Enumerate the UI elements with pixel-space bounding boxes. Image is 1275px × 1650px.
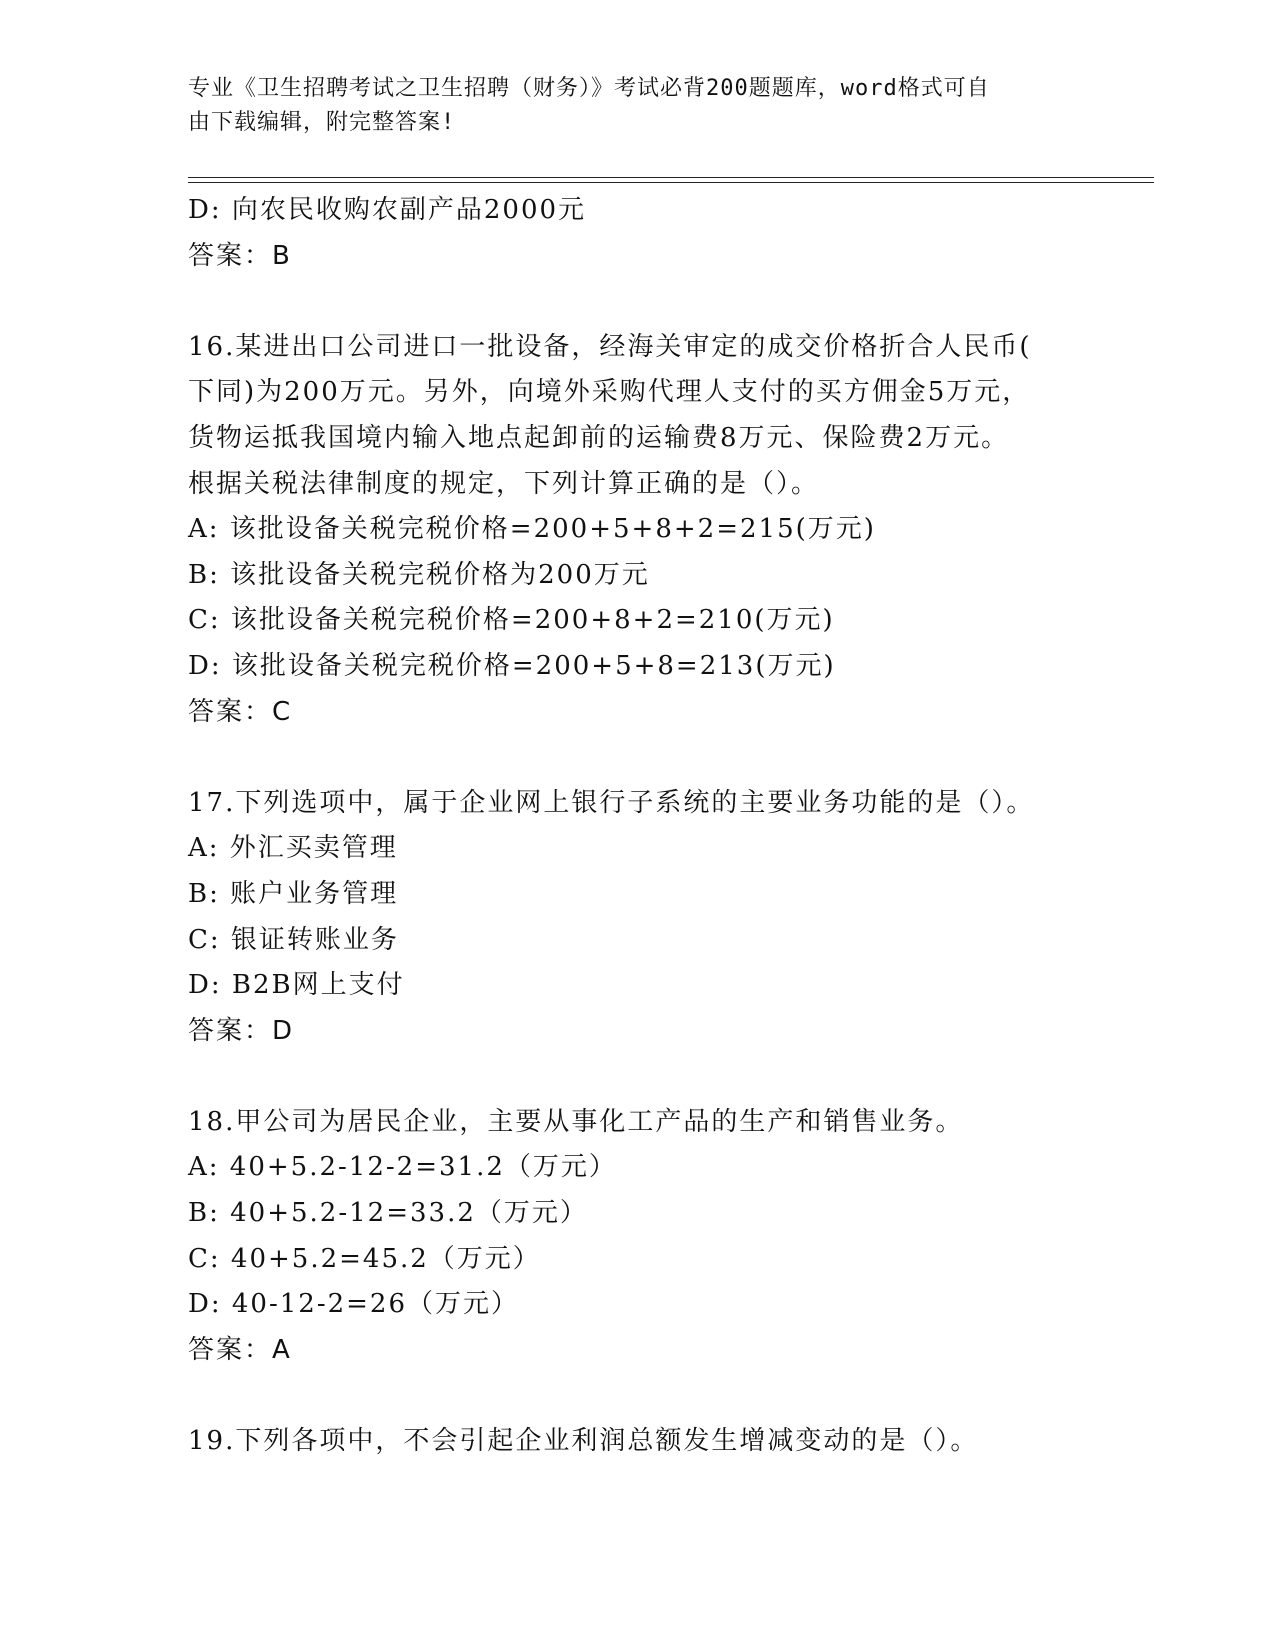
question-content	[188, 188, 1148, 1465]
question-stem-line: 下同)为200万元。另外，向境外采购代理人支付的买方佣金5万元，	[188, 377, 1031, 408]
header-line-1: 专业《卫生招聘考试之卫生招聘（财务）》考试必背200题题库，word格式可自	[188, 76, 990, 101]
question-19	[188, 1419, 1148, 1465]
option-c: C: 40+5.2=45.2（万元）	[188, 1243, 541, 1274]
question-stem-line: 17.下列选项中，属于企业网上银行子系统的主要业务功能的是（）。	[188, 787, 1035, 818]
option-c: C: 银证转账业务	[188, 924, 399, 955]
header-divider-bottom	[188, 182, 1154, 183]
option-d: D: 该批设备关税完税价格=200+5+8=213(万元)	[188, 650, 836, 681]
option-b: B: 40+5.2-12=33.2（万元）	[188, 1198, 588, 1229]
answer-line: 答案：C	[188, 696, 293, 727]
option-d: D: B2B网上支付	[188, 970, 405, 1001]
answer-line: 答案：A	[188, 1334, 292, 1365]
answer-line: 答案：D	[188, 1015, 295, 1046]
option-d: D: 40-12-2=26（万元）	[188, 1289, 520, 1320]
document-header	[188, 72, 1088, 140]
header-line-2: 由下载编辑，附完整答案!	[188, 110, 456, 135]
option-b: B: 该批设备关税完税价格为200万元	[188, 559, 650, 590]
option-a: A: 40+5.2-12-2=31.2（万元）	[188, 1152, 617, 1183]
question-stem-line: 货物运抵我国境内输入地点起卸前的运输费8万元、保险费2万元。	[188, 422, 1010, 453]
question-17	[188, 781, 1148, 1055]
question-stem-line: 16.某进出口公司进口一批设备，经海关审定的成交价格折合人民币(	[188, 331, 1032, 362]
option-d: D: 向农民收购农副产品2000元	[188, 195, 587, 225]
question-stem-line: 18.甲公司为居民企业，主要从事化工产品的生产和销售业务。	[188, 1106, 964, 1137]
option-a: A: 该批设备关税完税价格=200+5+8+2=215(万元)	[188, 514, 876, 545]
question-18	[188, 1100, 1148, 1374]
question-stem-line: 根据关税法律制度的规定，下列计算正确的是（）。	[188, 468, 820, 499]
answer-line: 答案：B	[188, 240, 292, 271]
previous-question-tail	[188, 188, 1148, 279]
question-stem-line: 19.下列各项中，不会引起企业利润总额发生增减变动的是（）。	[188, 1426, 979, 1457]
option-c: C: 该批设备关税完税价格=200+8+2=210(万元)	[188, 605, 835, 636]
option-a: A: 外汇买卖管理	[188, 833, 398, 864]
header-divider-top	[188, 177, 1154, 178]
option-b: B: 账户业务管理	[188, 878, 399, 909]
question-16	[188, 325, 1148, 735]
